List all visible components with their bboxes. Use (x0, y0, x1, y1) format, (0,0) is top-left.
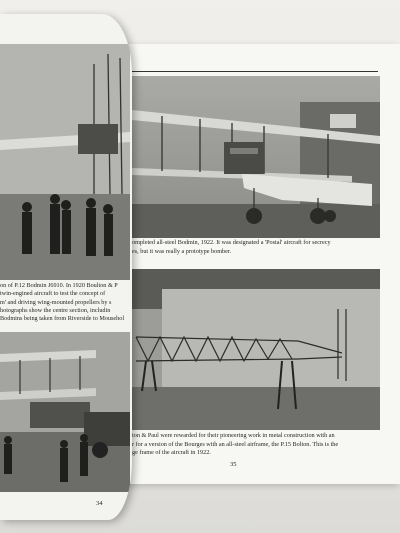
caption-bottom (132, 432, 380, 458)
photo-bodmin-group (0, 44, 130, 280)
caption-line: ge frame of the aircraft in 1922. (132, 449, 211, 456)
page-number-right: 35 (230, 461, 237, 468)
right-page (118, 44, 400, 484)
caption-line: on of P.12 Bodmin J6910. In 1920 Boulton & P (0, 282, 118, 289)
caption-line: Bodmins being taken from Riverside to Mousehol (0, 315, 125, 323)
caption-top (132, 239, 380, 256)
caption-left (0, 282, 130, 323)
header-rule (132, 71, 378, 72)
caption-line: hotographs show the centre section, includin (0, 306, 111, 314)
caption-line: ton & Paul were rewarded for their pioneering work in metal construction with an (132, 432, 335, 439)
page-number-left: 34 (96, 500, 103, 507)
photo-bolton-frame (132, 269, 380, 430)
caption-line: r for a version of the Bourges with an all-steel airframe, the P.15 Bolton. This is the (132, 440, 339, 448)
caption-line: ompleted all-steel Bodmin, 1922. It was designated a 'Postal' aircraft for secrecy (132, 239, 331, 246)
photo-bodmin-biplane (132, 76, 380, 238)
caption-line: m' and driving wing-mounted propellers by s (0, 298, 112, 306)
photo-bodmin-transport (0, 332, 130, 492)
caption-line: es, but it was really a prototype bomber. (132, 247, 232, 255)
caption-line: twin-engined aircraft to test the concept of (0, 290, 106, 298)
left-page (0, 14, 132, 520)
